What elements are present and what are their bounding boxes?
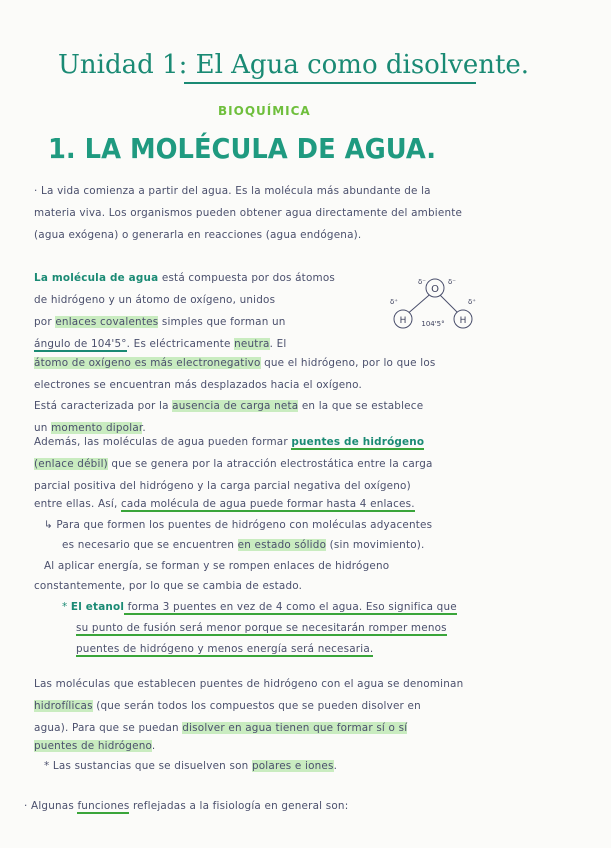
highlight-polares-iones: polares e iones — [251, 760, 334, 772]
oxygen-label: O — [431, 284, 439, 295]
hydrogen-label-left: H — [399, 316, 407, 326]
para2-line3: por enlaces covalentes simples que forman un — [34, 316, 286, 328]
highlight-ausencia-carga: ausencia de carga neta — [172, 400, 299, 412]
para3-line1: Además, las moléculas de agua pueden formar puentes de hidrógeno — [34, 436, 425, 448]
highlight-disolver-agua: disolver en agua tienen que formar sí o sí — [182, 722, 408, 734]
underline-funciones: funciones — [77, 800, 130, 812]
para2-line2: de hidrógeno y un átomo de oxígeno, unidos — [34, 294, 276, 306]
para2-line8: un momento dipolar. — [34, 422, 146, 434]
term-etanol: El etanol — [70, 601, 125, 613]
subject-label: BIOQUÍMICA — [218, 104, 311, 118]
para1-line2: materia viva. Los organismos pueden obtener agua directamente del ambiente — [34, 207, 463, 219]
para4-line5: * Las sustancias que se disuelven son polares e iones. — [44, 760, 338, 772]
para4-line2: hidrofílicas (que serán todos los compuestos que se pueden disolver en — [34, 700, 421, 712]
para3-line4: entre ellas. Así, cada molécula de agua puede formar hasta 4 enlaces. — [34, 498, 415, 510]
delta-plus-right: δ⁺ — [468, 298, 476, 306]
para2-line7: Está caracterizada por la ausencia de carga neta en la que se establece — [34, 400, 424, 412]
para4-line1: Las moléculas que establecen puentes de hidrógeno con el agua se denominan — [34, 678, 464, 690]
highlight-electronegativo: átomo de oxígeno es más electronegativo — [34, 357, 261, 369]
highlight-hidrofilicas: hidrofílicas — [34, 700, 93, 712]
highlight-momento-dipolar: momento dipolar — [51, 422, 143, 434]
para2-line6: electrones se encuentran más desplazados hacia el oxígeno. — [34, 379, 362, 391]
para5-line1: · Algunas funciones reflejadas a la fisiología en general son: — [24, 800, 349, 812]
para4-line4: puentes de hidrógeno. — [34, 740, 156, 752]
highlight-enlace-debil: (enlace débil) — [34, 458, 108, 470]
highlight-puentes-hidrogeno: puentes de hidrógeno — [34, 740, 152, 752]
term-puentes-hidrogeno: puentes de hidrógeno — [291, 436, 425, 448]
para3-line5: ↳ Para que formen los puentes de hidrógeno con moléculas adyacentes — [44, 519, 433, 531]
para2-line4: ángulo de 104'5°. Es eléctricamente neutra. El — [34, 338, 287, 350]
delta-minus-left: δ⁻ — [418, 278, 426, 286]
title-underline — [184, 82, 476, 84]
water-molecule-diagram — [388, 274, 482, 336]
delta-minus-right: δ⁻ — [448, 278, 456, 286]
para1-line3: (agua exógena) o generarla en reacciones (agua endógena). — [34, 229, 362, 241]
para3-line6: es necesario que se encuentren en estado sólido (sin movimiento). — [62, 539, 425, 551]
term-molecula-agua: La molécula de agua — [34, 272, 159, 284]
highlight-enlaces-covalentes: enlaces covalentes — [55, 316, 159, 328]
note-star: * — [62, 601, 68, 613]
note-line2: su punto de fusión será menor porque se necesitarán romper menos — [76, 622, 447, 634]
para2-line1: La molécula de agua está compuesta por dos átomos — [34, 272, 336, 284]
para3-line3: parcial positiva del hidrógeno y la carga parcial negativa del oxígeno) — [34, 480, 411, 492]
delta-plus-left: δ⁺ — [390, 298, 398, 306]
para3-line7: Al aplicar energía, se forman y se rompen enlaces de hidrógeno — [44, 560, 390, 572]
note-line1: * El etanol forma 3 puentes en vez de 4 como el agua. Eso significa que — [62, 601, 457, 613]
para3-line8: constantemente, por lo que se cambia de estado. — [34, 580, 303, 592]
para2-line5: átomo de oxígeno es más electronegativo que el hidrógeno, por lo que los — [34, 357, 436, 369]
angle-value: ángulo de 104'5° — [34, 338, 127, 350]
section-title: 1. LA MOLÉCULA DE AGUA. — [48, 132, 437, 165]
note-line3: puentes de hidrógeno y menos energía será necesaria. — [76, 643, 374, 655]
para3-line2: (enlace débil) que se genera por la atracción electrostática entre la carga — [34, 458, 433, 470]
angle-label: 104'5° — [421, 320, 445, 328]
para1-line1: · La vida comienza a partir del agua. Es la molécula más abundante de la — [34, 185, 431, 197]
para4-line3: agua). Para que se puedan disolver en agua tienen que formar sí o sí — [34, 722, 408, 734]
hydrogen-label-right: H — [459, 316, 467, 326]
underline-4-enlaces: cada molécula de agua puede formar hasta 4 enlaces. — [120, 498, 415, 510]
unit-title: Unidad 1: El Agua como disolvente. — [58, 50, 530, 80]
highlight-neutra: neutra — [234, 338, 270, 350]
highlight-estado-solido: en estado sólido — [237, 539, 327, 551]
